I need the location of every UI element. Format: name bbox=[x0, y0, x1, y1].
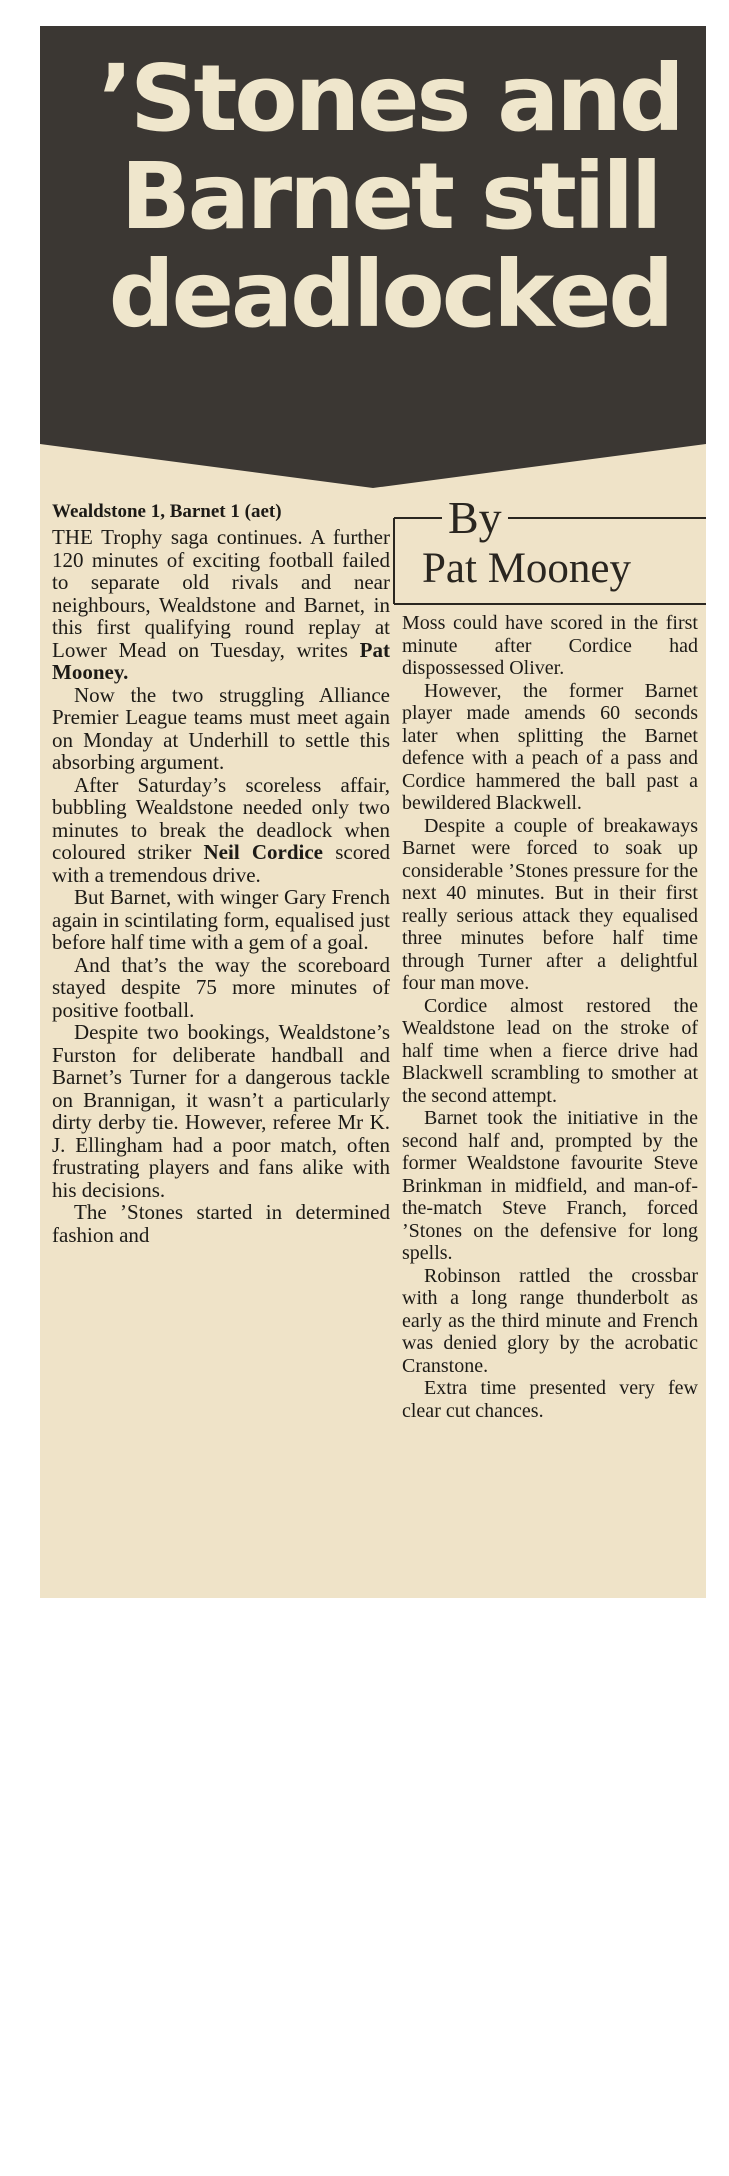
paragraph-r5: Barnet took the initiative in the second half and, prompted by the former Wealdstone favourite Steve Brinkman in midfield, and man-of-the-match Steve Franch, forced ’Stones on the defensive for long spells. bbox=[402, 1107, 698, 1264]
paragraph-3 bbox=[52, 774, 390, 887]
byline-box bbox=[386, 492, 706, 610]
paragraph-5: And that’s the way the scoreboard stayed despite 75 more minutes of positive football. bbox=[52, 952, 390, 1022]
headline-banner bbox=[40, 26, 706, 488]
paragraph-r6: Robinson rattled the crossbar with a long range thunderbolt as early as the third minute and French was denied glory by the acrobatic Cranstone. bbox=[402, 1264, 698, 1377]
headline-line-2: Barnet still bbox=[120, 143, 660, 250]
author-name-inline: Pat Mooney. bbox=[52, 637, 390, 684]
paragraph-4: But Barnet, with winger Gary French again in scintilating form, equalised just before half time with a gem of a goal. bbox=[52, 885, 390, 954]
paragraph-r3: Despite a couple of breakaways Barnet were forced to soak up considerable ’Stones pressure for the next 40 minutes. But in their first really serious attack they equalised three minutes before half time through Turner after a delightful four man move. bbox=[402, 814, 698, 994]
byline-name: Pat Mooney bbox=[422, 545, 632, 592]
match-result: Wealdstone 1, Barnet 1 (aet) bbox=[52, 501, 282, 522]
paragraph-r2: However, the former Barnet player made amends 60 seconds later when splitting the Barnet defence with a peach of a pass and Cordice hammered the ball past a bewildered Blackwell. bbox=[402, 679, 698, 814]
player-name-inline: Neil Cordice bbox=[203, 840, 324, 864]
paragraph-1 bbox=[52, 526, 390, 684]
paragraph-1-text: THE Trophy saga continues. A further 120 minutes of exciting football failed to separate old rivals and near neighbours, Wealdstone and Barnet, in this first qualifying round replay at Lower Mead on Tuesday, writes bbox=[52, 525, 390, 662]
paragraph-r4: Cordice almost restored the Wealdstone lead on the stroke of half time when a fierce drive had Blackwell scrambling to smother at the second attempt. bbox=[402, 994, 698, 1107]
headline-line-3: deadlocked bbox=[108, 241, 672, 348]
headline-line-1: ’Stones and bbox=[98, 45, 682, 152]
byline-by: By bbox=[442, 492, 508, 544]
paragraph-7: The ’Stones started in determined fashion and bbox=[52, 1200, 390, 1247]
headline bbox=[40, 45, 706, 348]
article-column-left bbox=[52, 498, 390, 1246]
paragraph-r1: Moss could have scored in the first minute after Cordice had dispossessed Oliver. bbox=[402, 612, 698, 679]
newspaper-clipping bbox=[40, 26, 706, 1598]
paragraph-3-text-b: scored with a tremendous drive. bbox=[52, 840, 391, 887]
paragraph-2: Now the two struggling Alliance Premier League teams must meet again on Monday at Underhill to settle this absorbing argument. bbox=[52, 682, 390, 774]
paragraph-r7: Extra time presented very few clear cut chances. bbox=[402, 1377, 698, 1422]
article-column-right bbox=[402, 612, 698, 1422]
paragraph-3-text-a: After Saturday’s scoreless affair, bubbling Wealdstone needed only two minutes to break the deadlock when coloured striker bbox=[52, 772, 390, 864]
paragraph-6: Despite two bookings, Wealdstone’s Furston for deliberate handball and Barnet’s Turner for a dangerous tackle on Brannigan, it wasn’t a particularly dirty derby tie. However, referee Mr K. J. Ellingham had a poor match, often frustrating players and fans alike with his decisions. bbox=[52, 1020, 390, 1202]
